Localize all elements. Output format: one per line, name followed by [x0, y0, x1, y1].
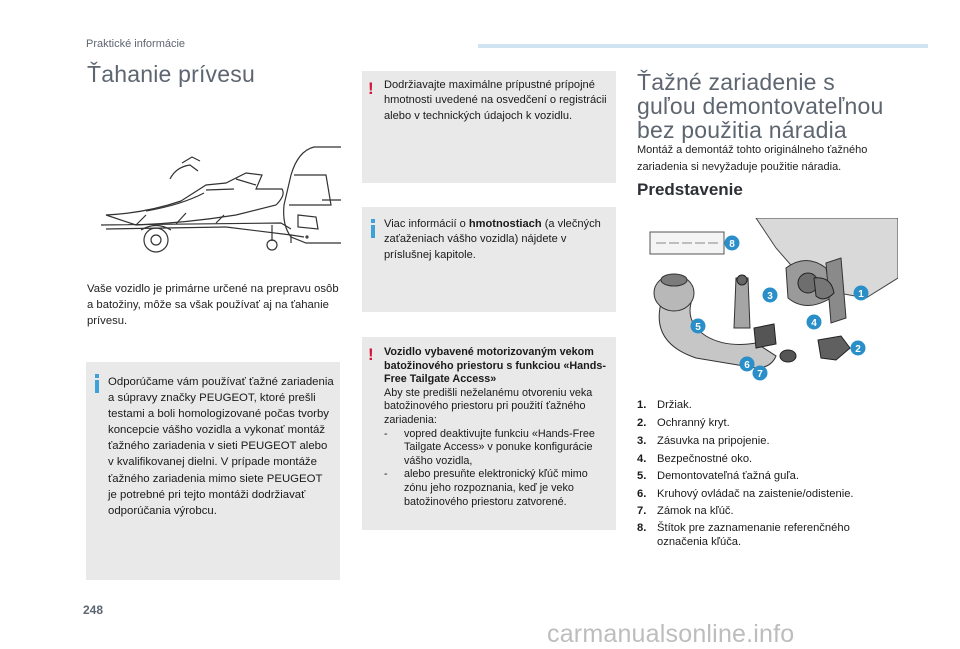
info-box-text: Odporúčame vám používať ťažné zariadenia a súpravy značky PEUGEOT, ktoré prešli testami a boli homologizované počas tvorby koncepcie vášho vozidla a vykonať montáž ťažného zariadenia v sieti PEUGEOT alebo v kvalifikovanej dielni. V prípade montáže ťažného zariadenia mimo siete PEUGEOT je potrebné pri tejto montáži dodržiavať odporúčania výrobcu.: [108, 376, 334, 517]
section-header: Praktické informácie: [86, 38, 186, 50]
list-text: Kruhový ovládač na zaistenie/odistenie.: [657, 488, 854, 500]
info-text-bold: hmotnostiach: [468, 218, 542, 230]
list-number: 7.: [637, 505, 647, 517]
page-title: Ťahanie prívesu: [87, 61, 255, 87]
diagram-label: 8: [729, 239, 735, 250]
diagram-label: 2: [855, 344, 861, 355]
warning-box-tailgate: [362, 337, 616, 530]
warning-box-text: Dodržiavajte maximálne prípustné prípojné hmotnosti uvedené na osvedčení o registrácii alebo v technických údajoch k vozidlu.: [384, 79, 607, 122]
list-number: 1.: [637, 399, 647, 411]
diagram-label: 6: [744, 360, 750, 371]
section-title: Ťažné zariadenie s guľou demontovateľnou bez použitia náradia: [637, 69, 884, 143]
list-text: Demontovateľná ťažná guľa.: [657, 470, 799, 482]
info-icon: [371, 219, 375, 238]
list-number: 2.: [637, 417, 647, 429]
warning-heading: Vozidlo vybavené motorizovaným vekom batožinového priestoru s funkciou «Hands-Free Tailgate Access»: [384, 346, 606, 386]
warning-list-item: - vopred deaktivujte funkciu «Hands-Free Tailgate Access» v ponuke konfigurácie vášho vozidla,: [384, 428, 610, 469]
list-text: Držiak.: [657, 399, 692, 411]
info-icon: [95, 374, 99, 393]
list-text: Štítok pre zaznamenanie referenčného označenia kľúča.: [657, 522, 850, 548]
trailer-illustration: [86, 145, 341, 260]
warning-body: Aby ste predišli neželanému otvoreniu veka batožinového priestoru pri použití ťažného zariadenia:: [384, 386, 593, 426]
list-text: Bezpečnostné oko.: [657, 453, 753, 465]
list-number: 8.: [637, 522, 647, 534]
page-number: 248: [83, 603, 104, 617]
diagram-label: 3: [767, 291, 773, 302]
diagram-label: 1: [858, 289, 864, 300]
info-box-recommendation: [86, 362, 340, 580]
info-text-post: (a vlečných zaťaženiach vášho vozidla) nájdete v príslušnej kapitole.: [384, 218, 601, 261]
warning-list: [384, 428, 610, 510]
info-box-weights-text: [384, 217, 606, 263]
watermark-footer: carmanualsonline.info: [547, 620, 795, 648]
intro-paragraph: Vaše vozidlo je primárne určené na prepravu osôb a batožiny, môže sa však používať aj na ťahanie prívesu.: [87, 283, 339, 327]
warning-icon: !: [368, 345, 374, 364]
list-number: 3.: [637, 435, 647, 447]
list-text: Ochranný kryt.: [657, 417, 730, 429]
info-text-pre: Viac informácií o: [384, 218, 469, 230]
warning-box-weights: [362, 71, 616, 183]
list-number: 6.: [637, 488, 647, 500]
subsection-title: Predstavenie: [637, 180, 743, 199]
towbar-diagram: [636, 218, 898, 388]
diagram-label: 4: [811, 318, 817, 329]
list-number: 5.: [637, 470, 647, 482]
list-text: Zámok na kľúč.: [657, 505, 734, 517]
section-intro: Montáž a demontáž tohto originálneho ťažného zariadenia si nevyžaduje použitie náradia.: [637, 144, 868, 173]
warning-icon: !: [368, 79, 374, 98]
warning-box-tailgate-content: [384, 346, 610, 509]
header-accent-bar: [478, 44, 928, 48]
diagram-label: 7: [757, 369, 763, 380]
warning-list-item: - alebo presuňte elektronický kľúč mimo zónu jeho rozpoznania, keď je veko batožinového priestoru zatvorené.: [384, 468, 610, 509]
diagram-label: 5: [695, 322, 701, 333]
info-box-weights: [362, 207, 616, 312]
list-text: Zásuvka na pripojenie.: [657, 435, 770, 447]
list-number: 4.: [637, 453, 647, 465]
